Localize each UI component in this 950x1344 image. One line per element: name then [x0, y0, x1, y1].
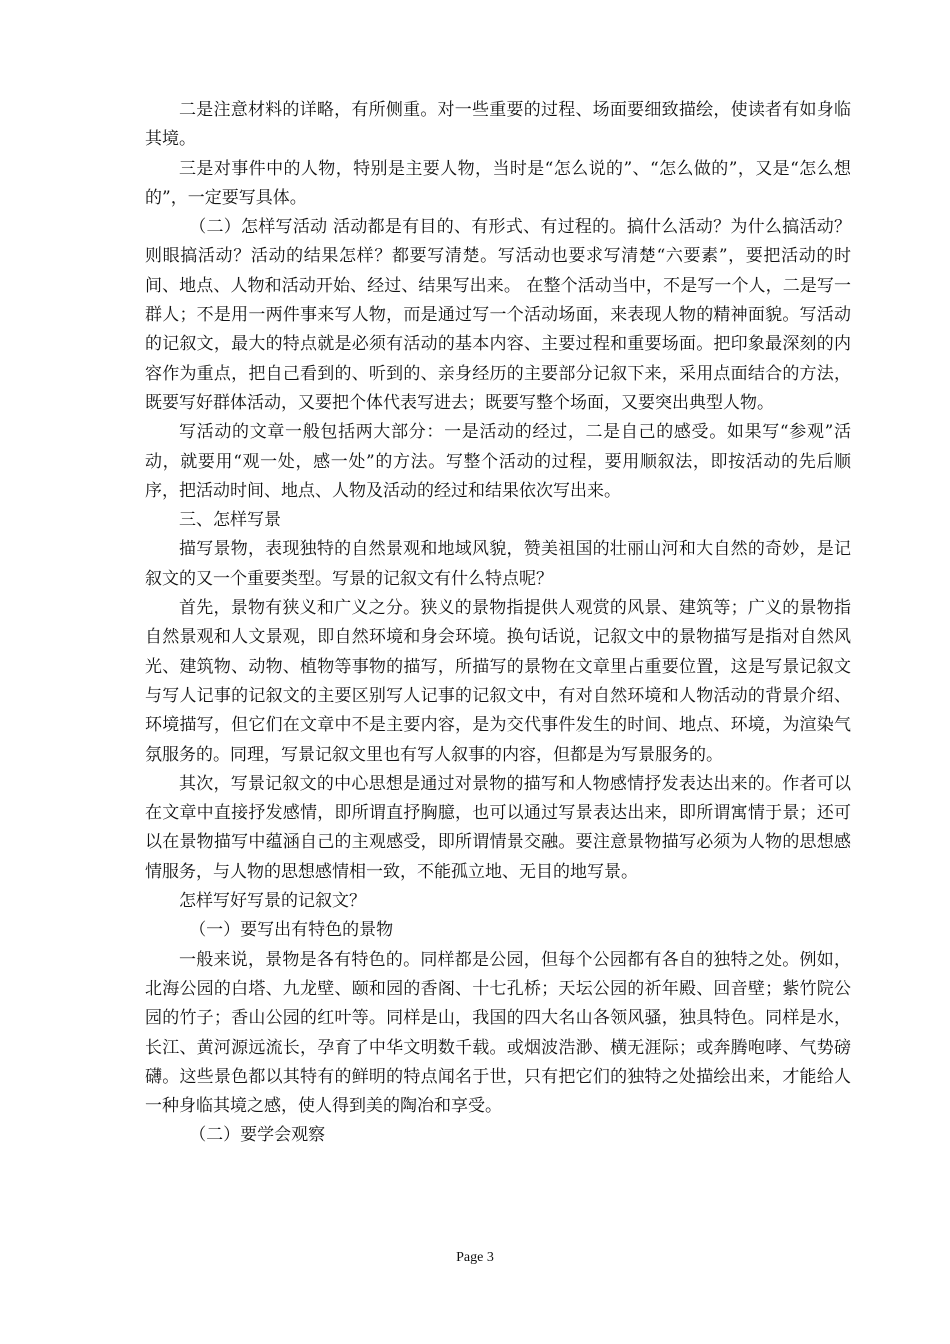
paragraph: 写活动的文章一般包括两大部分：一是活动的经过，二是自己的感受。如果写“参观”活动，就要用“观一处，感一处”的方法。写整个活动的过程，要用顺叙法，即按活动的先后顺序，把活动时间、地点、人物及活动的经过和结果依次写出来。: [145, 422, 851, 501]
paragraph: 三是对事件中的人物，特别是主要人物，当时是“怎么说的”、“怎么做的”，又是“怎么想的”，一定要写具体。: [145, 158, 851, 208]
paragraph: 描写景物，表现独特的自然景观和地域风貌，赞美祖国的壮丽山河和大自然的奇妙，是记叙文的又一个重要类型。写景的记叙文有什么特点呢？: [145, 539, 851, 589]
paragraph: 一般来说，景物是各有特色的。同样都是公园，但每个公园都有各自的独特之处。例如，北海公园的白塔、九龙壁、颐和园的香阁、十七孔桥；天坛公园的祈年殿、回音壁；紫竹院公园的竹子；香山公园的红叶等。同样是山，我国的四大名山各领风骚，独具特色。同样是水，长江、黄河源远流长，孕育了中华文明数千载。或烟波浩渺、横无涯际；或奔腾咆哮、气势磅礴。这些景色都以其特有的鲜明的特点闻名于世，只有把它们的独特之处描绘出来，才能给人一种身临其境之感，使人得到美的陶冶和享受。: [145, 949, 851, 1117]
subsection-heading: （一）要写出有特色的景物: [189, 920, 394, 941]
paragraph: 其次，写景记叙文的中心思想是通过对景物的描写和人物感情抒发表达出来的。作者可以在文章中直接抒发感情，即所谓直抒胸臆，也可以通过写景表达出来，即所谓寓情于景；还可以在景物描写中蕴涵自己的主观感受，即所谓情景交融。要注意景物描写必须为人物的思想感情服务，与人物的思想感情相一致，不能孤立地、无目的地写景。: [145, 773, 851, 882]
subsection-heading: （二）要学会观察: [189, 1125, 326, 1146]
subsection-question: 怎样写好写景的记叙文？: [179, 891, 366, 912]
document-body: [145, 96, 851, 1151]
paragraph: 二是注意材料的详略，有所侧重。对一些重要的过程、场面要细致描绘，使读者有如身临其境。: [145, 100, 851, 150]
section-paragraph: （二）怎样写活动 活动都是有目的、有形式、有过程的。搞什么活动？为什么搞活动？则眼搞活动？活动的结果怎样？都要写清楚。写活动也要求写清楚“六要素”，要把活动的时间、地点、人物和活动开始、经过、结果写出来。 在整个活动当中，不是写一个人，二是写一群人；不是用一两件事来写人物，而是通过写一个活动场面，来表现人物的精神面貌。写活动的记叙文，最大的特点就是必须有活动的基本内容、主要过程和重要场面。把印象最深刻的内容作为重点，把自己看到的、听到的、亲身经历的主要部分记叙下来，采用点面结合的方法，既要写好群体活动，又要把个体代表写进去；既要写整个场面，又要突出典型人物。: [145, 217, 851, 413]
page-number: Page 3: [456, 1250, 494, 1265]
paragraph: 首先，景物有狭义和广义之分。狭义的景物指提供人观赏的风景、建筑等；广义的景物指自然景观和人文景观，即自然环境和身会环境。换句话说，记叙文中的景物描写是指对自然风光、建筑物、动物、植物等事物的描写，所描写的景物在文章里占重要位置，这是写景记叙文与写人记事的记叙文的主要区别写人记事的记叙文中，有对自然环境和人物活动的背景介绍、环境描写，但它们在文章中不是主要内容，是为交代事件发生的时间、地点、环境，为渲染气氛服务的。同理，写景记叙文里也有写人叙事的内容，但都是为写景服务的。: [145, 598, 851, 765]
section-heading: 三、怎样写景: [179, 510, 281, 531]
